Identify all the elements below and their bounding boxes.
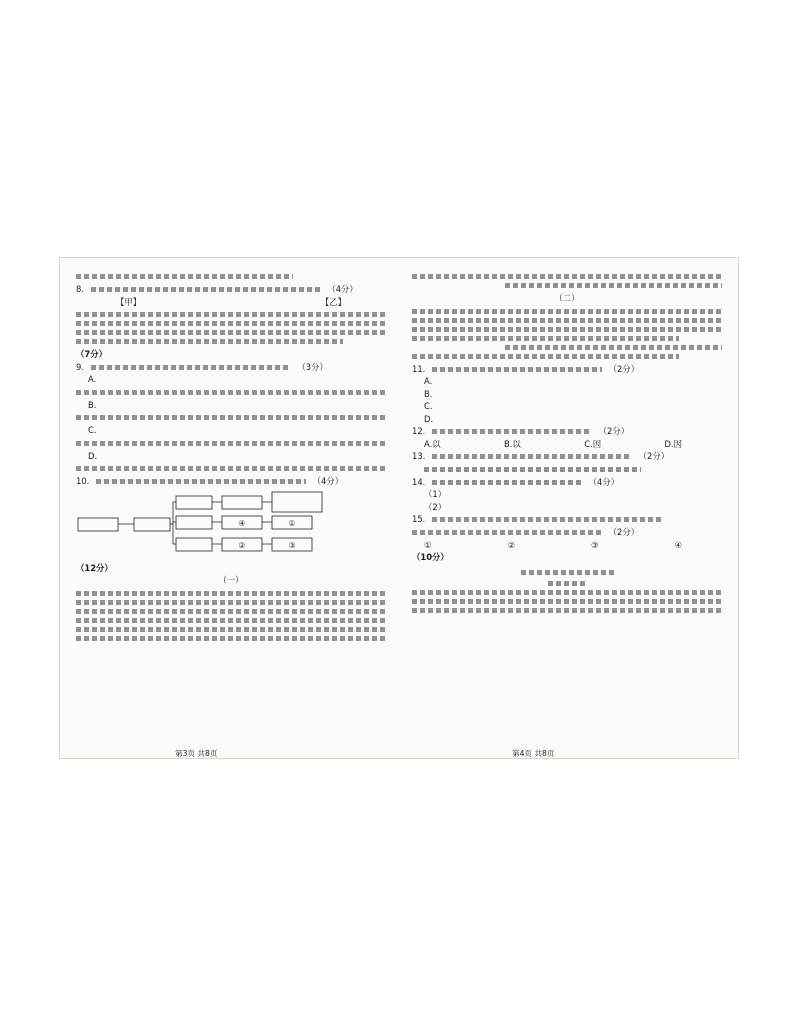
option-c: C. xyxy=(88,425,97,435)
question-14 xyxy=(412,476,722,489)
poem-line xyxy=(76,339,343,344)
option-text xyxy=(76,466,386,471)
sub-number: （2） xyxy=(424,501,447,512)
blank-2: ② xyxy=(238,540,246,550)
question-11 xyxy=(412,363,722,376)
question-number: 8. xyxy=(76,284,84,294)
q12-option-b: B.以 xyxy=(504,438,521,449)
passage-line xyxy=(76,591,386,596)
blank-1: ① xyxy=(288,518,296,528)
question-text xyxy=(412,530,602,535)
map-box xyxy=(222,496,262,509)
poem-line xyxy=(76,321,386,326)
map-box xyxy=(176,496,212,509)
map-box xyxy=(134,518,170,531)
q11-option-b: B. xyxy=(424,388,433,399)
q11-option-d: D. xyxy=(424,413,434,424)
option-d: D. xyxy=(88,450,98,461)
option-text xyxy=(76,441,386,446)
poem-b-tag: 【乙】 xyxy=(320,296,346,307)
section-3-heading xyxy=(76,562,386,575)
poem-line xyxy=(76,312,386,317)
page-number: 第3页 共8页 xyxy=(175,749,218,758)
score: （4分） xyxy=(588,476,620,487)
q11-option-c: C. xyxy=(424,401,433,411)
question-10 xyxy=(76,475,386,488)
map-box xyxy=(176,516,212,529)
text-line xyxy=(76,274,293,279)
source-line xyxy=(505,345,722,350)
poem-a-tag: 【甲】 xyxy=(116,296,142,307)
right-page xyxy=(412,270,722,740)
map-box xyxy=(176,538,212,551)
question-text xyxy=(432,454,632,459)
section-4-heading xyxy=(412,551,722,564)
question-number: 14. xyxy=(412,476,426,487)
source-line xyxy=(505,283,722,288)
passage-line xyxy=(412,274,722,279)
question-15 xyxy=(412,513,722,526)
q12-option-c: C.因 xyxy=(584,438,602,449)
sub-number: （1） xyxy=(424,489,447,499)
question-text xyxy=(91,365,291,370)
score: （3分） xyxy=(297,361,328,372)
passage-2-title: （二） xyxy=(554,293,580,303)
poem-tags xyxy=(76,296,386,309)
passage-line xyxy=(412,318,722,323)
mind-map-diagram xyxy=(76,490,376,556)
section-2-heading xyxy=(76,348,386,361)
map-box xyxy=(78,518,118,531)
score: （2分） xyxy=(598,426,630,436)
option-a: A. xyxy=(88,374,97,384)
q14-sub-1 xyxy=(412,488,722,501)
passage-line xyxy=(76,609,386,614)
article-line xyxy=(412,599,722,604)
question-text xyxy=(432,480,582,485)
question-number: 13. xyxy=(412,451,426,461)
question-text xyxy=(91,287,321,292)
question-number: 10. xyxy=(76,476,90,486)
question-number: 12. xyxy=(412,426,426,436)
q14-sub-2 xyxy=(412,501,722,514)
q15-option-2: ② xyxy=(507,539,515,550)
score: （12分） xyxy=(76,562,113,573)
q15-option-3: ③ xyxy=(590,539,599,550)
score: （2分） xyxy=(638,451,670,461)
q12-option-d: D.因 xyxy=(664,438,682,449)
question-number: 9. xyxy=(76,361,84,372)
option-text xyxy=(76,390,386,395)
q11-option-a: A. xyxy=(424,376,433,386)
question-8 xyxy=(76,283,386,296)
passage-line xyxy=(76,636,386,641)
article-title xyxy=(521,570,614,575)
q15-option-1: ① xyxy=(424,539,432,550)
passage-line xyxy=(76,600,386,605)
map-box xyxy=(272,492,322,512)
score: （2分） xyxy=(608,363,640,374)
question-15-cont xyxy=(412,526,722,539)
score: （10分） xyxy=(412,552,449,562)
question-text xyxy=(432,517,662,522)
score: （7分） xyxy=(76,349,107,359)
option-b: B. xyxy=(88,399,97,410)
passage-line xyxy=(76,618,386,623)
q12-option-a: A.以 xyxy=(424,438,441,449)
question-number: 11. xyxy=(412,363,426,374)
question-text xyxy=(432,429,592,434)
article-line xyxy=(412,590,722,595)
passage-1-title: （一） xyxy=(218,575,244,585)
right-page-footer xyxy=(512,748,554,759)
question-12 xyxy=(412,425,722,438)
blank-4: ④ xyxy=(238,518,246,528)
q15-options xyxy=(412,539,722,552)
score: （4分） xyxy=(327,284,358,294)
page-number: 第4页 共8页 xyxy=(512,749,555,758)
passage-line xyxy=(412,327,722,332)
passage-line xyxy=(412,309,722,314)
q12-options xyxy=(412,438,722,451)
score: （2分） xyxy=(608,526,640,537)
option-text xyxy=(76,415,386,420)
score: （4分） xyxy=(312,476,344,486)
passage-line xyxy=(76,627,386,632)
article-line xyxy=(412,608,722,613)
question-13 xyxy=(412,450,722,463)
question-text xyxy=(432,367,602,372)
question-text xyxy=(96,479,306,484)
blank-3: ③ xyxy=(288,540,296,550)
passage-line xyxy=(412,336,679,341)
note-line xyxy=(412,354,679,359)
question-9 xyxy=(76,361,386,374)
article-author xyxy=(548,581,585,586)
sentence-to-divide xyxy=(424,467,641,472)
poem-line xyxy=(76,330,386,335)
left-page-footer xyxy=(175,748,217,759)
question-number: 15. xyxy=(412,514,426,524)
q15-option-4: ④ xyxy=(674,539,682,550)
left-page xyxy=(76,270,386,740)
